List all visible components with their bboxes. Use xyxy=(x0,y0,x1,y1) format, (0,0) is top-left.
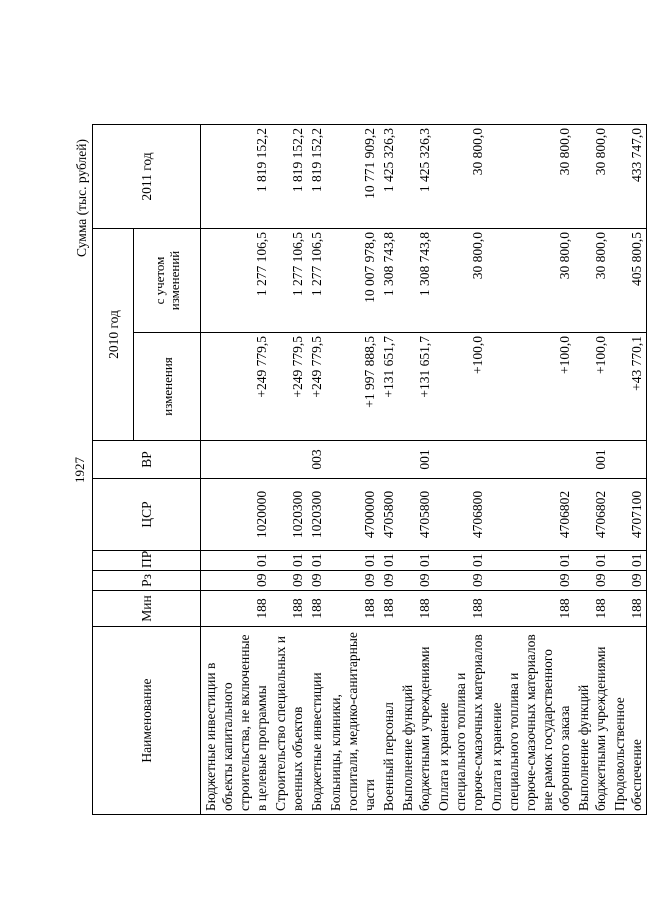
row-rz: 09 xyxy=(271,571,307,591)
row-pr: 01 xyxy=(574,551,610,571)
row-vr xyxy=(379,441,398,479)
header-changes: изменения xyxy=(134,333,201,441)
row-vr xyxy=(610,441,647,479)
row-changes: +249 779,5 xyxy=(271,333,307,441)
table-row xyxy=(307,125,326,815)
row-pr: 01 xyxy=(379,551,398,571)
row-rz: 09 xyxy=(379,571,398,591)
row-name: Оплата и хранение специального топлива и горюче-смазочных материалов xyxy=(434,627,487,815)
row-2011: 1 425 326,3 xyxy=(398,125,434,229)
row-csr: 4706802 xyxy=(574,479,610,551)
row-2011: 433 747,0 xyxy=(610,125,647,229)
row-name: Военный персонал xyxy=(379,627,398,815)
row-csr: 4707100 xyxy=(610,479,647,551)
budget-table xyxy=(92,124,647,815)
row-vr xyxy=(326,441,379,479)
row-rz: 09 xyxy=(610,571,647,591)
table-row xyxy=(574,125,610,815)
row-with-changes: 1 308 743,8 xyxy=(398,229,434,333)
rotated-page xyxy=(70,125,644,815)
row-vr xyxy=(434,441,487,479)
header-year-2010: 2010 год xyxy=(93,229,134,441)
row-min: 188 xyxy=(379,591,398,627)
row-changes: +100,0 xyxy=(487,333,574,441)
header-vr: ВР xyxy=(93,441,201,479)
row-with-changes: 30 800,0 xyxy=(434,229,487,333)
row-csr: 1020300 xyxy=(271,479,307,551)
row-changes: +100,0 xyxy=(574,333,610,441)
row-min: 188 xyxy=(398,591,434,627)
table-header xyxy=(93,125,201,815)
row-2011: 1 425 326,3 xyxy=(379,125,398,229)
row-pr: 01 xyxy=(307,551,326,571)
row-pr: 01 xyxy=(610,551,647,571)
row-changes: +43 770,1 xyxy=(610,333,647,441)
row-changes: +1 997 888,5 xyxy=(326,333,379,441)
header-csr: ЦСР xyxy=(93,479,201,551)
row-vr: 001 xyxy=(398,441,434,479)
table-row xyxy=(379,125,398,815)
row-name: Продовольственное обеспечение xyxy=(610,627,647,815)
row-2011: 1 819 152,2 xyxy=(271,125,307,229)
row-name: Выполнение функций бюджетными учреждениями xyxy=(574,627,610,815)
row-name: Бюджетные инвестиции в объекты капитального строительства, не включенные в целевые программы xyxy=(201,627,272,815)
row-vr xyxy=(487,441,574,479)
row-2011: 10 771 909,2 xyxy=(326,125,379,229)
row-2011: 30 800,0 xyxy=(574,125,610,229)
row-min: 188 xyxy=(271,591,307,627)
row-min: 188 xyxy=(610,591,647,627)
table-row xyxy=(434,125,487,815)
row-vr: 003 xyxy=(307,441,326,479)
row-pr: 01 xyxy=(271,551,307,571)
row-with-changes: 10 007 978,0 xyxy=(326,229,379,333)
row-with-changes: 1 277 106,5 xyxy=(201,229,272,333)
row-pr: 01 xyxy=(326,551,379,571)
row-with-changes: 1 277 106,5 xyxy=(271,229,307,333)
row-min: 188 xyxy=(434,591,487,627)
row-csr: 4706800 xyxy=(434,479,487,551)
page-number: 1927 xyxy=(72,457,87,483)
header-pr: ПР xyxy=(93,551,201,571)
row-csr: 1020300 xyxy=(307,479,326,551)
header-name: Наименование xyxy=(93,627,201,815)
row-rz: 09 xyxy=(434,571,487,591)
row-name: Больницы, клиники, госпитали, медико-санитарные части xyxy=(326,627,379,815)
row-rz: 09 xyxy=(326,571,379,591)
row-2011: 1 819 152,2 xyxy=(307,125,326,229)
row-2011: 30 800,0 xyxy=(487,125,574,229)
table-row xyxy=(487,125,574,815)
row-name: Выполнение функций бюджетными учреждениями xyxy=(398,627,434,815)
row-changes: +131 651,7 xyxy=(379,333,398,441)
row-rz: 09 xyxy=(487,571,574,591)
row-vr xyxy=(271,441,307,479)
row-with-changes: 30 800,0 xyxy=(574,229,610,333)
table-row xyxy=(201,125,272,815)
header-with-changes: с учетом изменений xyxy=(134,229,201,333)
row-2011: 30 800,0 xyxy=(434,125,487,229)
row-csr: 4705800 xyxy=(379,479,398,551)
row-with-changes: 405 800,5 xyxy=(610,229,647,333)
table-row xyxy=(326,125,379,815)
row-changes: +131 651,7 xyxy=(398,333,434,441)
header-min: Мин xyxy=(93,591,201,627)
row-pr: 01 xyxy=(487,551,574,571)
row-pr: 01 xyxy=(434,551,487,571)
row-changes: +249 779,5 xyxy=(307,333,326,441)
row-csr: 1020000 xyxy=(201,479,272,551)
row-name: Строительство специальных и военных объектов xyxy=(271,627,307,815)
row-pr: 01 xyxy=(201,551,272,571)
row-rz: 09 xyxy=(307,571,326,591)
table-row xyxy=(610,125,647,815)
table-row xyxy=(271,125,307,815)
table-row xyxy=(398,125,434,815)
row-with-changes: 1 308 743,8 xyxy=(379,229,398,333)
row-name: Бюджетные инвестиции xyxy=(307,627,326,815)
header-rz: Рз xyxy=(93,571,201,591)
header-year-2011: 2011 год xyxy=(93,125,201,229)
row-csr: 4700000 xyxy=(326,479,379,551)
row-min: 188 xyxy=(307,591,326,627)
row-rz: 09 xyxy=(398,571,434,591)
row-2011: 1 819 152,2 xyxy=(201,125,272,229)
row-rz: 09 xyxy=(201,571,272,591)
row-min: 188 xyxy=(487,591,574,627)
row-name: Оплата и хранение специального топлива и горюче-смазочных материалов вне рамок государственного оборонного заказа xyxy=(487,627,574,815)
row-min: 188 xyxy=(326,591,379,627)
row-rz: 09 xyxy=(574,571,610,591)
row-changes: +100,0 xyxy=(434,333,487,441)
row-vr xyxy=(201,441,272,479)
row-with-changes: 30 800,0 xyxy=(487,229,574,333)
row-vr: 001 xyxy=(574,441,610,479)
row-csr: 4705800 xyxy=(398,479,434,551)
row-min: 188 xyxy=(201,591,272,627)
row-min: 188 xyxy=(574,591,610,627)
row-csr: 4706802 xyxy=(487,479,574,551)
row-pr: 01 xyxy=(398,551,434,571)
unit-note: Сумма (тыс. рублей) xyxy=(74,139,89,257)
row-with-changes: 1 277 106,5 xyxy=(307,229,326,333)
row-changes: +249 779,5 xyxy=(201,333,272,441)
table-body xyxy=(201,125,647,815)
